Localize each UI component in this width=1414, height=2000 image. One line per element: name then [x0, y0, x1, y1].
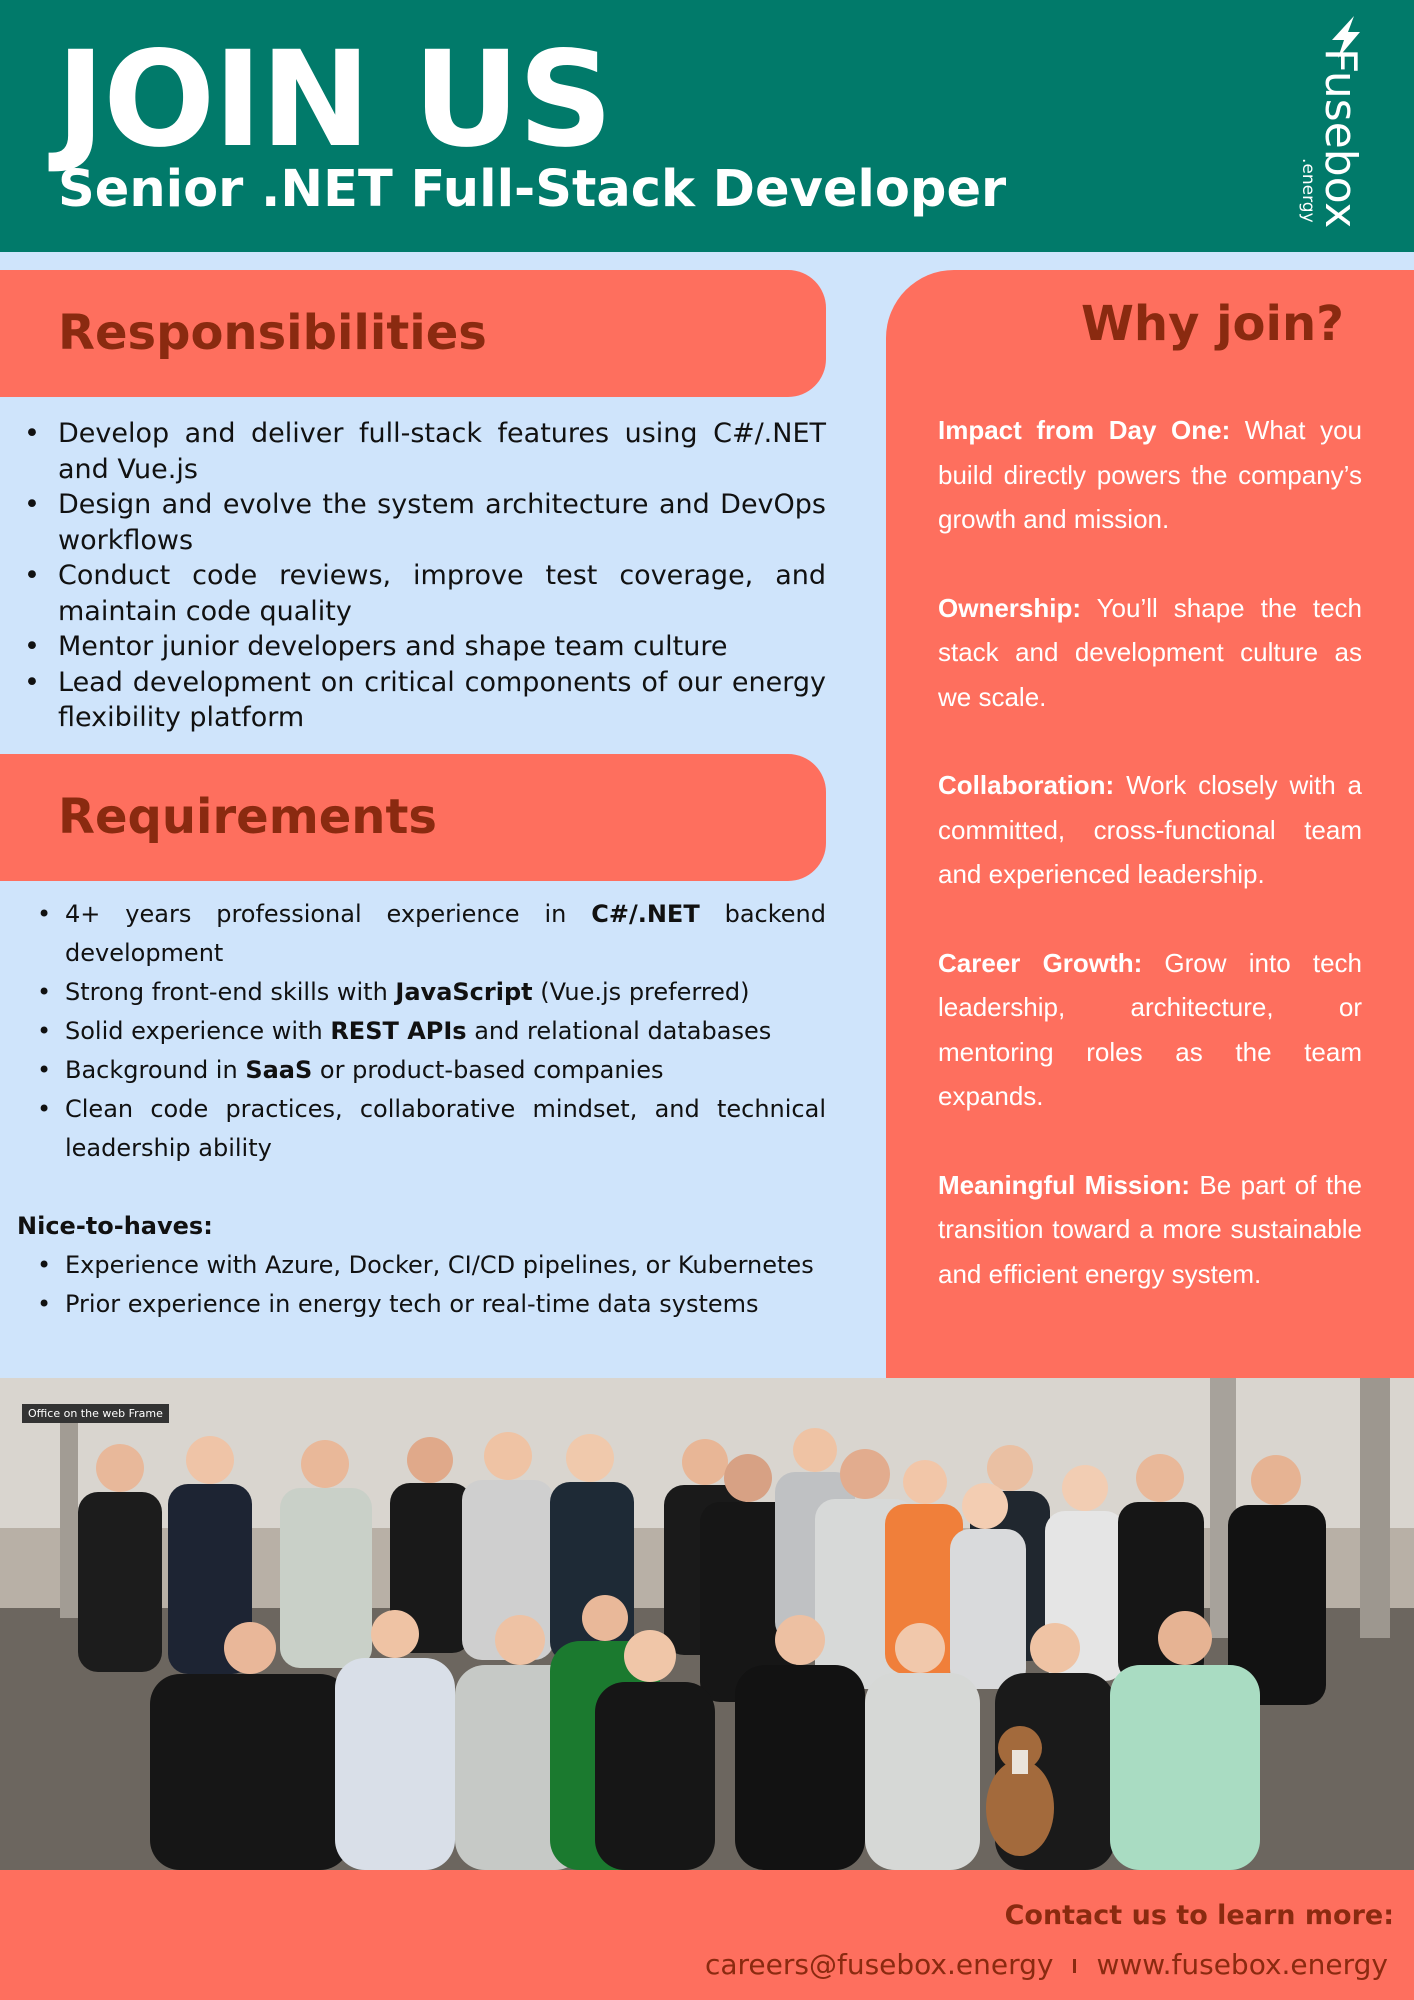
list-item: • Solid experience with REST APIs and relational databases	[65, 1012, 826, 1051]
list-item: • Strong front-end skills with JavaScript (Vue.js preferred)	[65, 973, 826, 1012]
list-item: • Conduct code reviews, improve test coverage, and maintain code quality	[58, 558, 826, 629]
list-item: • Design and evolve the system architecture and DevOps workflows	[58, 487, 826, 558]
list-item: • Experience with Azure, Docker, CI/CD pipelines, or Kubernetes	[65, 1246, 826, 1285]
why-join-list	[938, 408, 1362, 1340]
separator	[1073, 1959, 1076, 1973]
website-link[interactable]: www.fusebox.energy	[1096, 1948, 1388, 1981]
why-join-item: Collaboration: Work closely with a committed, cross-functional team and experienced leadership.	[938, 770, 1362, 889]
responsibilities-list	[58, 416, 826, 736]
photo-caption-tag: Office on the web Frame	[22, 1404, 169, 1423]
list-item: • Prior experience in energy tech or real-time data systems	[65, 1285, 826, 1324]
nice-to-haves-list	[65, 1246, 826, 1324]
why-join-item: Meaningful Mission: Be part of the transition toward a more sustainable and efficient energy system.	[938, 1169, 1362, 1289]
contact-line	[705, 1948, 1388, 1981]
requirements-heading-banner	[0, 754, 826, 881]
why-join-item: Impact from Day One: What you build directly powers the company’s growth and mission.	[938, 415, 1362, 534]
list-item: • 4+ years professional experience in C#/.NET backend development	[65, 895, 826, 973]
list-item: • Clean code practices, collaborative mindset, and technical leadership ability	[65, 1090, 826, 1168]
list-item: • Background in SaaS or product-based companies	[65, 1051, 826, 1090]
why-join-item: Ownership: You’ll shape the tech stack and development culture as we scale.	[938, 592, 1362, 712]
logo-wordmark: Fusebox	[1315, 48, 1366, 229]
responsibilities-heading-banner	[0, 270, 826, 397]
email-link[interactable]: careers@fusebox.energy	[704, 1948, 1054, 1981]
logo-suffix: .energy	[1298, 158, 1318, 223]
page-title: JOIN US	[56, 23, 612, 177]
why-join-heading: Why join?	[1080, 296, 1344, 352]
job-title: Senior .NET Full-Stack Developer	[58, 160, 1007, 219]
contact-heading: Contact us to learn more:	[1004, 1900, 1394, 1931]
why-join-item: Career Growth: Grow into tech leadership, architecture, or mentoring roles as the team expands.	[938, 947, 1362, 1111]
list-item: • Develop and deliver full-stack features using C#/.NET and Vue.js	[58, 416, 826, 487]
list-item: • Lead development on critical components of our energy flexibility platform	[58, 665, 826, 736]
responsibilities-heading: Responsibilities	[58, 305, 487, 361]
nice-to-haves-label: Nice-to-haves:	[17, 1212, 213, 1240]
requirements-heading: Requirements	[58, 789, 437, 845]
team-photo-illustration	[0, 1378, 1414, 1870]
why-join-panel	[886, 270, 1414, 1378]
requirements-list	[65, 895, 826, 1168]
list-item: • Mentor junior developers and shape team culture	[58, 629, 826, 665]
footer	[0, 1870, 1414, 2000]
header-banner	[0, 0, 1414, 252]
team-photo	[0, 1378, 1414, 1870]
